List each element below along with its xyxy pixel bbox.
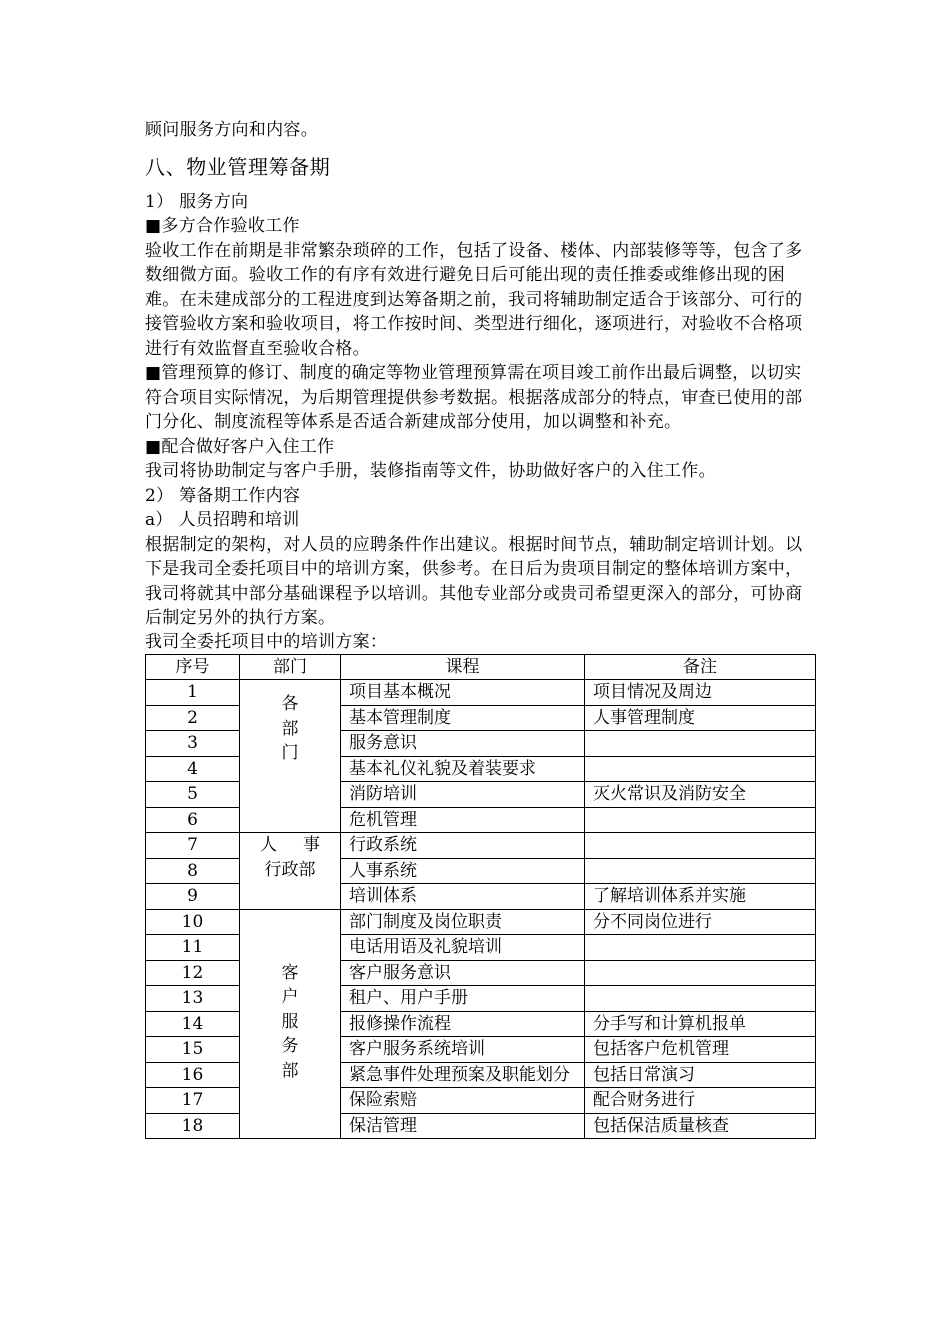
- cell-note: [585, 756, 816, 782]
- cell-note: 配合财务进行: [585, 1088, 816, 1114]
- cell-note: [585, 858, 816, 884]
- cell-course: 报修操作流程: [341, 1011, 585, 1037]
- subheading-recruit-training: a） 人员招聘和培训: [145, 510, 300, 530]
- header-no: 序号: [146, 654, 240, 680]
- header-dept: 部门: [240, 654, 341, 680]
- cell-note: 包括客户危机管理: [585, 1037, 816, 1063]
- cell-no: 8: [146, 858, 240, 884]
- paragraph-acceptance: 验收工作在前期是非常繁杂琐碎的工作，包括了设备、楼体、内部装修等等，包含了多数细微方面。验收工作的有序有效进行避免日后可能出现的责任推委或维修出现的困难。在未建成部分的工程进度到达筹备期之前，我司将辅助制定适合于该部分、可行的接管验收方案和验收项目，将工作按时间、类型进行细化，逐项进行，对验收不合格项进行有效监督直至验收合格。: [145, 240, 803, 359]
- cell-no: 6: [146, 807, 240, 833]
- dept-char: 服: [281, 1011, 299, 1032]
- dept-char: 事: [303, 835, 320, 855]
- dept-char: 部: [281, 1060, 299, 1081]
- cell-no: 1: [146, 680, 240, 706]
- dept-char: 客: [281, 962, 299, 983]
- cell-no: 4: [146, 756, 240, 782]
- cell-course: 保险索赔: [341, 1088, 585, 1114]
- dept-char: 人: [260, 835, 277, 855]
- training-table: [145, 654, 816, 1140]
- table-caption: 我司全委托项目中的培训方案：: [145, 631, 388, 652]
- cell-note: 灭火常识及消防安全: [585, 782, 816, 808]
- cell-course: 危机管理: [341, 807, 585, 833]
- cell-no: 18: [146, 1113, 240, 1139]
- cell-note: 包括保洁质量核查: [585, 1113, 816, 1139]
- cell-note: [585, 960, 816, 986]
- paragraph-training: 根据制定的架构，对人员的应聘条件作出建议。根据时间节点，辅助制定培训计划。以下是我司全委托项目中的培训方案，供参考。在日后为贵项目制定的整体培训方案中，我司将就其中部分基础课程予以培训。其他专业部分或贵司希望更深入的部分，可协商后制定另外的执行方案。: [145, 534, 803, 628]
- cell-no: 3: [146, 731, 240, 757]
- cell-note: 包括日常演习: [585, 1062, 816, 1088]
- paragraph-move-in: 我司将协助制定与客户手册，装修指南等文件，协助做好客户的入住工作。: [145, 461, 716, 481]
- dept-char: 各: [281, 694, 299, 714]
- cell-course: 项目基本概况: [341, 680, 585, 706]
- cell-note: 了解培训体系并实施: [585, 884, 816, 910]
- intro-line: 顾问服务方向和内容。: [145, 120, 318, 140]
- cell-note: [585, 833, 816, 859]
- dept-label: 行政部: [264, 859, 316, 880]
- cell-course: 租户、用户手册: [341, 986, 585, 1012]
- bullet-acceptance-title: ■多方合作验收工作: [145, 216, 300, 236]
- table-row: [146, 680, 816, 706]
- subheading-service-direction: 1） 服务方向: [145, 191, 249, 212]
- cell-no: 7: [146, 833, 240, 859]
- cell-course: 紧急事件处理预案及职能划分: [341, 1062, 585, 1088]
- dept-char: 部: [281, 718, 299, 739]
- cell-course: 服务意识: [341, 731, 585, 757]
- cell-course: 电话用语及礼貌培训: [341, 935, 585, 961]
- cell-no: 16: [146, 1062, 240, 1088]
- paragraph-budget: ■管理预算的修订、制度的确定等物业管理预算需在项目竣工前作出最后调整，以切实符合项目实际情况，为后期管理提供参考数据。根据落成部分的特点，审查已使用的部门分化、制度流程等体系是否适合新建成部分使用，加以调整和补充。: [145, 363, 803, 432]
- cell-note: 分手写和计算机报单: [585, 1011, 816, 1037]
- cell-course: 部门制度及岗位职责: [341, 909, 585, 935]
- cell-no: 9: [146, 884, 240, 910]
- table-row: [146, 909, 816, 935]
- cell-no: 17: [146, 1088, 240, 1114]
- cell-no: 10: [146, 909, 240, 935]
- cell-no: 2: [146, 705, 240, 731]
- cell-no: 12: [146, 960, 240, 986]
- section-heading: 八、物业管理筹备期: [145, 154, 331, 179]
- cell-note: 人事管理制度: [585, 705, 816, 731]
- cell-no: 13: [146, 986, 240, 1012]
- subheading-prep-work: 2） 筹备期工作内容: [145, 485, 301, 506]
- cell-note: [585, 935, 816, 961]
- cell-course: 消防培训: [341, 782, 585, 808]
- cell-course: 保洁管理: [341, 1113, 585, 1139]
- cell-note: [585, 731, 816, 757]
- header-note: 备注: [585, 654, 816, 680]
- cell-note: [585, 807, 816, 833]
- cell-no: 15: [146, 1037, 240, 1063]
- header-course: 课程: [341, 654, 585, 680]
- cell-course: 行政系统: [341, 833, 585, 859]
- dept-char: 门: [281, 743, 299, 763]
- dept-cell-hr-admin: [240, 833, 341, 910]
- cell-course: 基本管理制度: [341, 705, 585, 731]
- dept-cell-all: [240, 680, 341, 833]
- cell-course: 客户服务系统培训: [341, 1037, 585, 1063]
- cell-no: 5: [146, 782, 240, 808]
- cell-course: 培训体系: [341, 884, 585, 910]
- table-row: [146, 833, 816, 859]
- dept-char: 务: [281, 1036, 299, 1056]
- dept-cell-customer-service: [240, 909, 341, 1139]
- table-header-row: [146, 654, 816, 680]
- cell-no: 14: [146, 1011, 240, 1037]
- document-page: [145, 118, 815, 1139]
- cell-note: 项目情况及周边: [585, 680, 816, 706]
- cell-course: 基本礼仪礼貌及着装要求: [341, 756, 585, 782]
- cell-note: [585, 986, 816, 1012]
- cell-course: 人事系统: [341, 858, 585, 884]
- dept-char: 户: [281, 987, 299, 1007]
- cell-no: 11: [146, 935, 240, 961]
- cell-course: 客户服务意识: [341, 960, 585, 986]
- cell-note: 分不同岗位进行: [585, 909, 816, 935]
- bullet-move-in-title: ■配合做好客户入住工作: [145, 436, 335, 457]
